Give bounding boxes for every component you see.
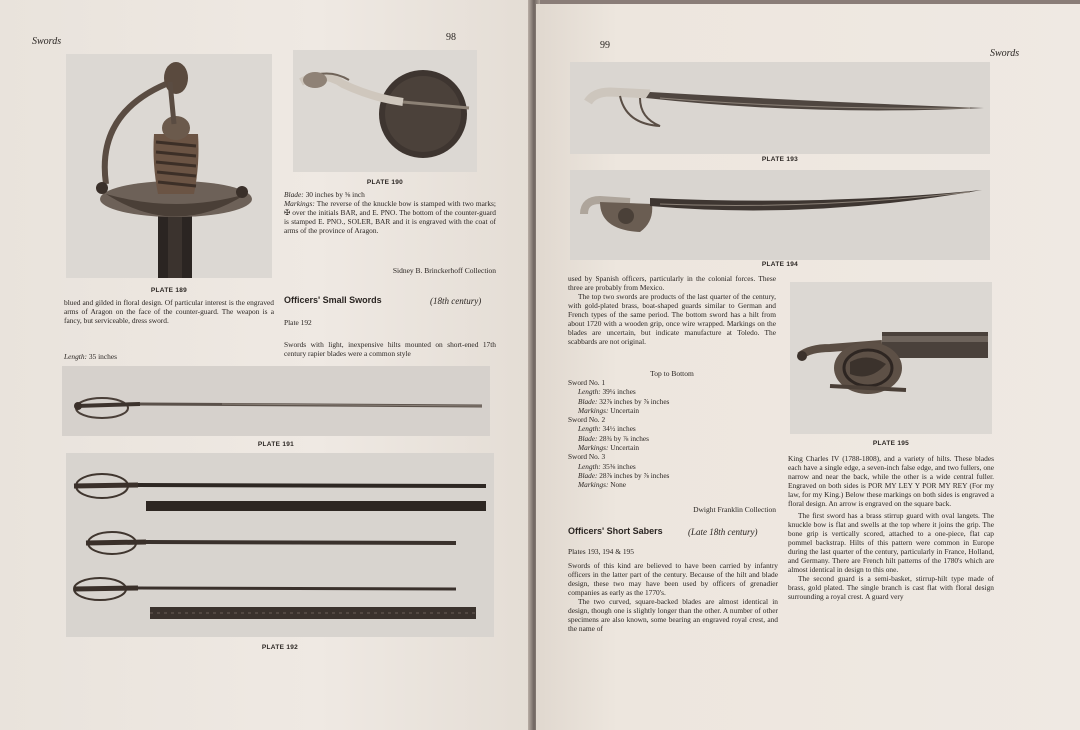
sword-1-length: 39¼ inches	[602, 387, 636, 397]
plate-192-photo	[66, 453, 494, 637]
sword-3-blade-label: Blade:	[578, 470, 598, 480]
sword-3-markings: None	[610, 480, 627, 490]
plate-193-photo	[570, 62, 990, 154]
sword-1-name: Sword No. 1	[568, 378, 606, 387]
length-value: 35 inches	[88, 352, 117, 361]
page-number-right: 99	[600, 40, 610, 51]
sword-2-blade: 28¾ by ⅞ inches	[599, 433, 649, 443]
sword-2-markings: Uncertain	[610, 443, 640, 453]
order-heading: Top to Bottom	[650, 369, 694, 378]
section-era-small-swords: (18th century)	[430, 296, 482, 306]
plate-193-caption: PLATE 193	[761, 156, 799, 163]
plate-189-length	[64, 352, 274, 361]
plate-190-credit: Sidney B. Brinckerhoff Collection	[392, 266, 496, 275]
plate-189-caption: PLATE 189	[150, 287, 188, 294]
short-sabers-paragraph-2: The two curved, square-backed blades are almost identical in design, though one is slightly longer than the other. A number of other specimens are also known, some bearing an engraved royal crest, and the name of	[568, 597, 778, 633]
plate-192-caption: PLATE 192	[261, 644, 299, 651]
plate-192-ref: Plate 192	[284, 318, 312, 327]
sword-3	[568, 452, 776, 489]
right-page	[536, 4, 1080, 730]
short-sabers-body	[568, 561, 778, 633]
plate-190-caption: PLATE 190	[366, 179, 404, 186]
sword-2-name: Sword No. 2	[568, 415, 606, 425]
blade-text: 30 inches by ⅝ inch	[305, 190, 365, 199]
sword-3-markings-label: Markings:	[578, 480, 609, 490]
running-head-left: Swords	[32, 36, 62, 47]
plate-195-photo	[790, 282, 992, 434]
length-label: Length:	[64, 352, 87, 361]
sword-1-markings: Uncertain	[610, 405, 640, 415]
section-title-small-swords: Officers' Small Swords	[284, 295, 382, 305]
sword-1-blade-label: Blade:	[578, 396, 598, 406]
sword-2-length: 34½ inches	[602, 424, 636, 434]
plate-190-photo	[293, 50, 477, 172]
small-swords-body: Swords with light, inexpensive hilts mounted on short-ened 17th century rapier blades were a common style	[284, 340, 496, 358]
sword-2-blade-label: Blade:	[578, 433, 598, 443]
dwight-franklin-credit: Dwight Franklin Collection	[693, 505, 776, 514]
markings-label: Markings:	[284, 199, 315, 208]
short-sabers-paragraph-1: Swords of this kind are believed to have been carried by infantry officers in the latter part of the century. Because of the hilt and blade design, these two may have been used by officers of grenadier companies as early as the 1770's.	[568, 561, 778, 597]
intro-paragraph-1: used by Spanish officers, particularly in the colonial forces. These three are probably from Mexico.	[568, 274, 776, 292]
plate-189-text: blued and gilded in floral design. Of particular interest is the engraved arms of Aragon on the face of the counter-guard. The weapon is a fancy, but serviceable, dress sword.	[64, 298, 274, 325]
right-column-text	[788, 454, 994, 601]
plate-194-caption: PLATE 194	[761, 261, 799, 268]
page-number-left: 98	[446, 32, 456, 43]
sword-3-length: 35⅜ inches	[602, 461, 636, 471]
plate-189-photo	[66, 54, 272, 278]
sword-1-markings-label: Markings:	[578, 405, 609, 415]
plate-191-photo	[62, 366, 490, 436]
plates-ref: Plates 193, 194 & 195	[568, 547, 634, 556]
sword-3-name: Sword No. 3	[568, 452, 606, 462]
markings-text: The reverse of the knuckle bow is stamped with two marks; ✠ over the initials BAR, and E. PNO. The bottom of the counter-guard is stamped E. PNO., SOLER, BAR and it is engraved with the coat of arms of the province of Aragon.	[284, 199, 496, 235]
sword-1-blade: 32⅞ inches by ⅞ inches	[599, 396, 670, 406]
section-era-short-sabers: (Late 18th century)	[688, 527, 758, 537]
intro-paragraph-2: The top two swords are products of the last quarter of the century, with gold-plated brass, boat-shaped guards similar to German and French types of the same period. The bottom sword has a hilt from about 1720 with a wooden grip, once wire wrapped. Markings on the blades are uncertain, but indicate manufacture at Toledo. The scabbards are not original.	[568, 292, 776, 346]
plate-191-caption: PLATE 191	[257, 441, 295, 448]
sword-specs	[568, 378, 776, 490]
right-column-paragraph-1: King Charles IV (1788-1808), and a variety of hilts. These blades each have a single edge, a seven-inch false edge, and two fullers, one narrow and near the back, while the other is a wide central fuller. Engraved on both sides is POR MY LEY Y POR MY REY (For my law, for my King.) Below these markings on both sides is engraved a floral design. An arrow is engraved on the square back.	[788, 454, 994, 508]
right-column-paragraph-3: The second guard is a semi-basket, stirrup-hilt type made of brass, gold plated. The single branch is cast flat with floral design surrounding a royal crest. A guard very	[788, 574, 994, 601]
sword-2-markings-label: Markings:	[578, 443, 609, 453]
blade-label: Blade:	[284, 190, 304, 199]
sword-2-length-label: Length:	[578, 424, 601, 434]
sword-2	[568, 415, 776, 452]
sword-3-blade: 28⅞ inches by ⅞ inches	[599, 470, 670, 480]
sword-3-length-label: Length:	[578, 461, 601, 471]
sword-1	[568, 378, 776, 415]
left-page	[0, 0, 532, 730]
intro-text	[568, 274, 776, 346]
section-title-short-sabers: Officers' Short Sabers	[568, 526, 663, 536]
right-column-paragraph-2: The first sword has a brass stirrup guard with oval langets. The knuckle bow is flat and swells at the top where it joins the grip. The bone grip is vertically scored, attached to a one-piece, flat cap pommel backstrap. Hilts of this pattern were common in Europe during the last quarter of the century, particularly in France, Holland, and Germany. There are French hilt patterns of the 1780's which are almost identical in design to this one.	[788, 511, 994, 574]
plate-194-photo	[570, 170, 990, 260]
sword-1-length-label: Length:	[578, 387, 601, 397]
running-head-right: Swords	[990, 48, 1020, 59]
plate-195-caption: PLATE 195	[872, 440, 910, 447]
plate-190-notes	[284, 190, 496, 235]
